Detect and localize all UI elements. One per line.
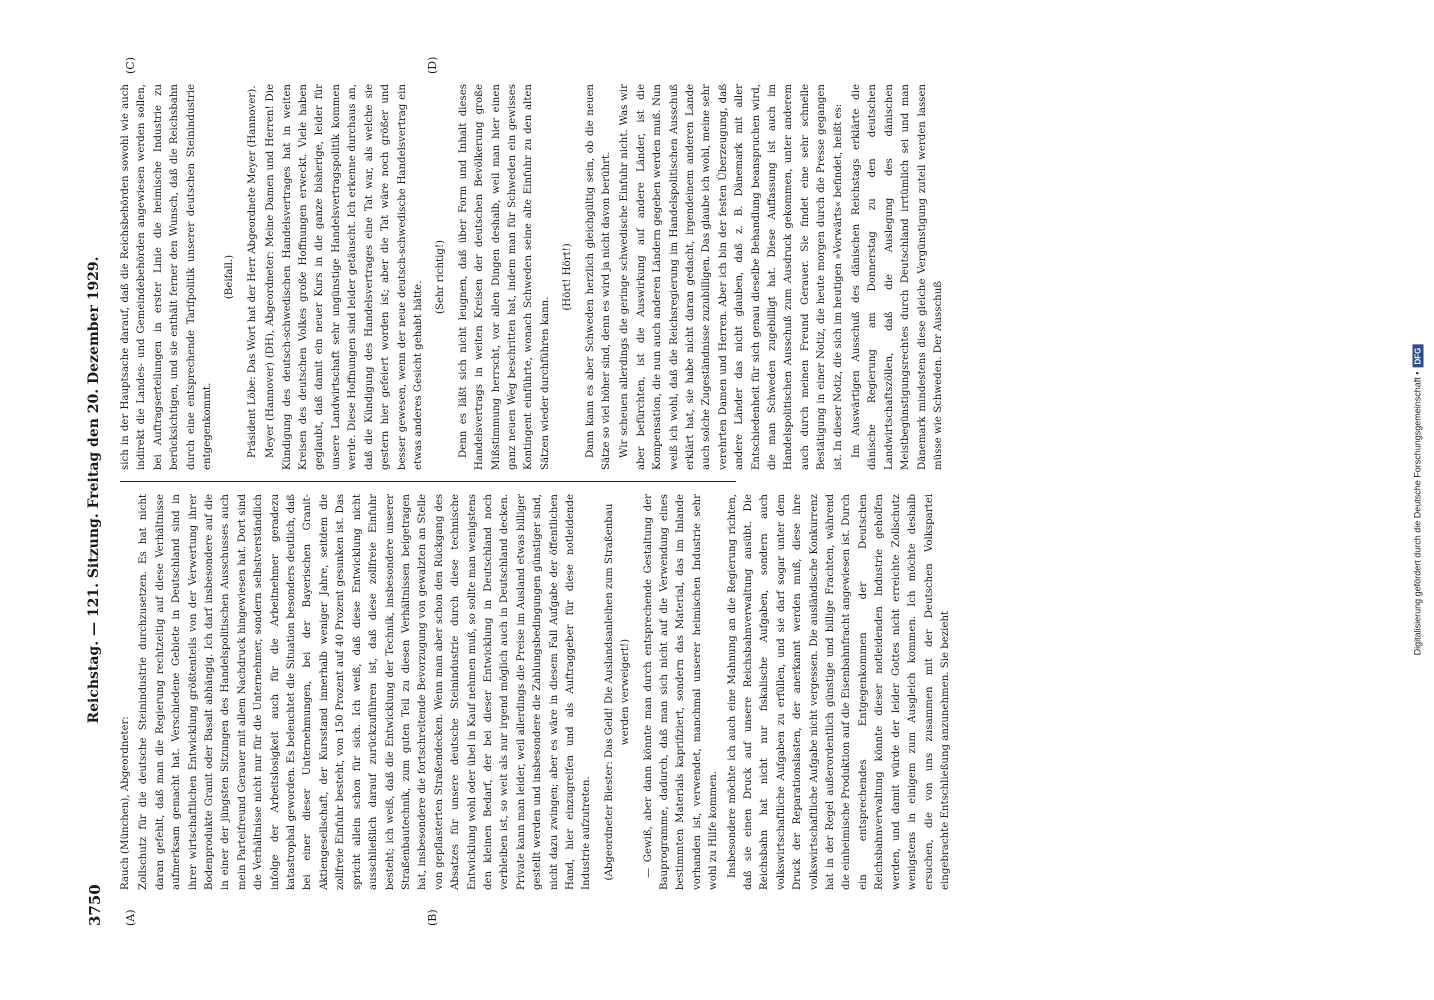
interjection: (Sehr richtig!) [435,240,447,314]
page-title: Reichstag. — 121. Sitzung. Freitag den 20. Dezember 1929. [86,256,102,724]
paragraph: Insbesondere möchte ich auch eine Mahnung an die Regierung richten, daß sie einen Druck auf unsere Reichsbahnverwaltung ausübt. Die Reichsbahn hat nicht nur fiskalische Aufgaben, sondern auch volkswirtschaftliche Aufgaben zu erfüllen, und sie darf sogar unter dem Druck der Reparationslasten, der anerkannt werden muß, diese ihre volkswirtschaftliche Aufgabe nicht vergessen. Die ausländische Konkurrenz hat in der Regel außerordentlich günstige und billige Frachten, während die einheimische Produktion auf die Eisenbahnfracht angewiesen ist. Durch ein entsprechendes Entgegenkommen der Deutschen Reichsbahnverwaltung könnte dieser notleidenden Industrie geholfen werden, und damit würde der leider Gottes nicht erreichte Zollschutz wenigstens in einigem zum Ausgleich kommen. Ich möchte deshalb ersuchen, die von uns zusammen mit der Deutschen Volkspartei eingebrachte Entschließung anzunehmen. Sie bezieht [726,494,951,890]
paragraph: Denn es läßt sich nicht leugnen, daß über Form und Inhalt dieses Handelsvertrags in weiten Kreisen der deutschen Bevölkerung große Mißstimmung herrscht, vor allen Dingen deshalb, weil man hier einen ganz neuen Weg beschritten hat, indem man für Schweden ein gewisses Kontingent einführte, wonach Schweden seine alte Einfuhr zu den alten Sätzen wieder durchführen kann. [457,84,551,470]
interjection: (Hört! Hört!) [562,243,574,311]
margin-mark-c: (C) [124,57,137,74]
interjection: (Abgeordneter Biester: Das Geld! Die Auslandsanleihen zum Straßenbau werden verweigert!) [603,503,632,881]
paragraph: Zollschutz für die deutsche Steinindustrie durchzusetzen. Es hat nicht daran gefehlt, daß man die Regierung rechtzeitig auf diese Verhältnisse aufmerksam gemacht hat. Verschiedene Gebiete in Deutschland sind in ihrer wirtschaftlichen Entwicklung größtenteils von der Verwertung ihrer Bodenprodukte Granit oder Basalt abhängig. Ich darf insbesondere auf die in einer der jüngsten Sitzungen des Handelspolitischen Ausschusses auch mein Parteifreund Gerauer mit allem Nachdruck hingewiesen hat. Dort sind die Verhältnisse nicht nur für die Unternehmer, sondern selbstverständlich infolge der Arbeitslosigkeit auch für die Arbeitnehmer geradezu katastrophal geworden. Es beleuchtet die Situation besonders deutlich, daß bei einer dieser Unternehmungen, bei der Bayerischen Granit-Aktiengesellschaft, der Kursstand innerhalb weniger Jahre, seitdem die zollfreie Einfuhr besteht, von 150 Prozent auf 40 Prozent gesunken ist. Das spricht allein schon für sich. Ich weiß, daß diese Entwicklung nicht ausschließlich darauf zurückzuführen ist, daß diese zollfreie Einfuhr besteht; ich weiß, daß die Entwicklung der Technik, insbesondere unserer Straßenbautechnik, zum guten Teil zu diesen Verhältnissen beigetragen hat, insbesondere die fortschreitende Bevorzugung von gewalzten an Stelle von gepflasterten Straßendecken. Wenn man aber schon den Rückgang des Absatzes für unsere deutsche Steinindustrie durch diese technische Entwicklung wohl oder übel in Kauf nehmen muß, so sollte man wenigstens den kleinen Bedarf, der bei dieser Entwicklung in Deutschland noch verbleiben ist, so weit als nur irgend möglich auch in Deutschland decken. Private kann man leider, weil allerdings die Preise im Ausland etwas billiger gestellt werden und insbesondere die Zahlungsbedingungen günstiger sind, nicht dazu zwingen; aber es wäre in diesem Fall Aufgabe der öffentlichen Hand, hier einzugreifen und als Auftraggeber für diese notleidende Industrie aufzutreten. [138,494,593,890]
speaker-line: Rauch (München), Abgeordneter: [120,716,131,890]
margin-mark-b: (B) [426,909,439,926]
paragraph: Wir scheuen allerdings die geringe schwedische Einfuhr nicht. Was wir aber befürchten, ist die Auswirkung auf andere Länder, ist die Kompensation, die nun auch anderen Ländern gegeben werden muß. Nun weiß ich wohl, daß die Reichsregierung im Handelspolitischen Ausschuß erklärt hat, sie habe nicht daran gedacht, irgendeinem anderen Lande auch solche Zugeständnisse zuzubilligen. Das glaube ich wohl, meine sehr verehrten Damen und Herren. Aber ich bin der festen Überzeugung, daß andere Länder das nicht glauben, daß z. B. Dänemark mit aller Entschiedenheit für sich genau dieselbe Behandlung beanspruchen wird, die man Schweden zugebilligt hat. Diese Auffassung ist auch im Handelspolitischen Ausschuß zum Ausdruck gekommen, unter anderem auch durch meinen Freund Gerauer. Sie findet eine sehr schnelle Bestätigung in einer Notiz, die heute morgen durch die Presse gegangen ist. In dieser Notiz, die sich im heutigen »Vorwärts« befindet, heißt es: [619,84,844,470]
margin-mark-d: (D) [426,56,439,74]
rotated-page [80,40,951,940]
president-line: Präsident Löbe: Das Wort hat der Herr Abgeordnete Meyer (Hannover). [246,85,258,458]
dfg-logo: DFG [1413,345,1424,368]
quotation-paragraph: Im Auswärtigen Ausschuß des dänischen Reichstags erklärte die dänische Regierung am Donnerstag zu den deutschen Landwirtschaftszöllen, daß die Auslegung des dänischen Meistbegünstigungsrechtes durch Deutschland irrtümlich sei und man Dänemark mindestens diese gleiche Vergünstigung zuteil werden lassen müsse wie Schweden. Der Ausschuß [851,84,945,470]
paragraph: Dann kann es aber Schweden herzlich gleichgültig sein, ob die neuen Sätze so viel höher sind, denn es wird ja nicht davon berührt. [584,84,612,470]
paragraph: — Gewiß, aber dann könnte man durch entsprechende Gestaltung der Bauprogramme, dadurch, daß man sich nicht auf die Verwendung eines bestimmten Materials kaprifiziert, sondern das Material, das im Inlande vorhanden ist, verwendet, manchmal unserer heimischen Industrie sehr wohl zu Hilfe kommen. [642,494,720,890]
dfg-funding-sidebar [1413,345,1424,656]
right-column [118,84,945,470]
speech-paragraph: Meyer (Hannover) (DH), Abgeordneter: Meine Damen und Herren! Die Kündigung des deutsch-schwedischen Handelsvertrages hat in weiten Kreisen des deutschen Volkes große Hoffnungen erweckt. Viele haben geglaubt, daß damit ein neuer Kurs in die ganze bisherige, leider für unsere Landwirtschaft sehr ungünstige Handelsvertragspolitik kommen werde. Diese Hoffnungen sind leider getäuscht. Ich erkenne durchaus an, daß die Kündigung des Handelsvertrages eine Tat war, als welche sie gestern hier gefeiert worden ist; aber die Tat wäre noch größer und besser gewesen, wenn der neue deutsch-schwedische Handelsvertrag ein etwas anderes Gesicht gehabt hätte. [265,84,424,470]
column-divider [120,481,736,482]
applause-note: (Beifall.) [224,254,236,300]
page-number: 3750 [86,884,104,926]
page-header [80,40,114,940]
funding-text: Digitalisierung gefördert durch die Deutsche Forschungsgemeinschaft • [1412,371,1423,656]
left-column [118,494,951,890]
paragraph: sich in der Hauptsache darauf, daß die Reichsbehörden sowohl wie auch indirekt die Landes- und Gemeindebehörden angewiesen werden sollen, bei Auftragserteilungen in erster Linie die heimische Industrie zu berücksichtigen, und sie enthält ferner den Wunsch, daß die Reichsbahn durch eine entsprechende Tarifpolitik unserer deutschen Steinindustrie entgegenkommt. [120,84,214,470]
margin-mark-a: (A) [124,909,137,926]
